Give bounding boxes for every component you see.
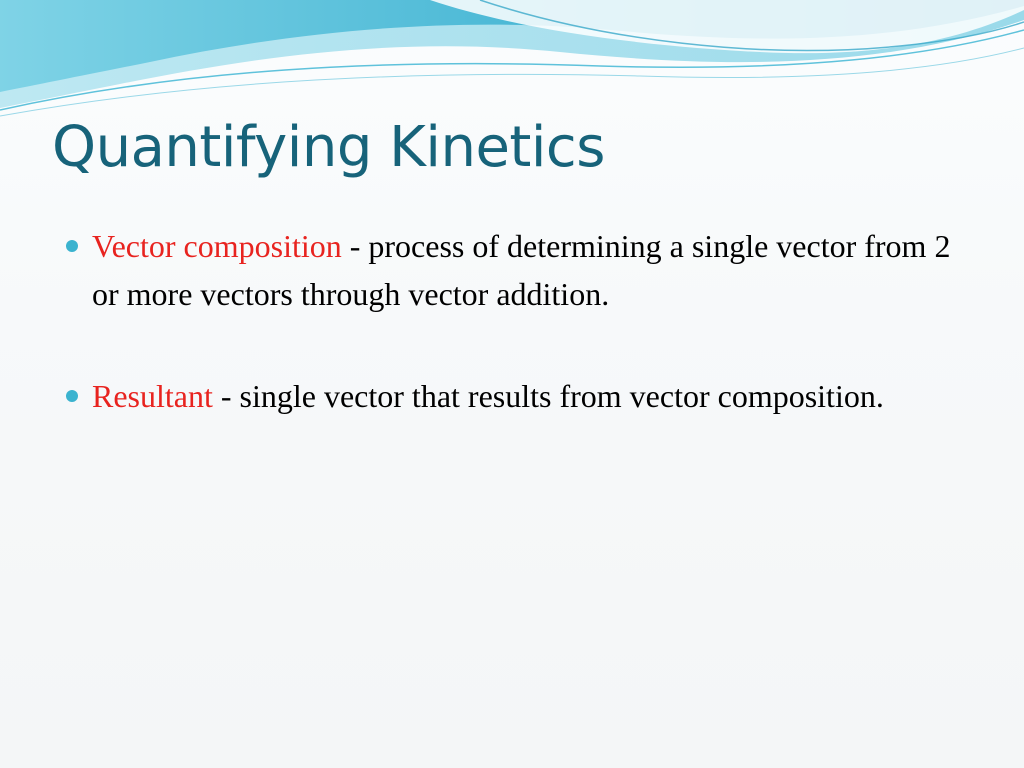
bullet-definition: - single vector that results from vector composition. [212, 378, 884, 414]
bullet-term: Resultant [92, 378, 213, 414]
bullet-definition: - process of determining a single vector from 2 or more vectors through vector addition. [92, 228, 951, 312]
bullet-list [60, 222, 980, 420]
bullet-dot-icon [66, 390, 78, 402]
bullet-item-resultant [60, 372, 980, 420]
slide-title: Quantifying Kinetics [52, 115, 605, 180]
bullet-term: Vector composition [92, 228, 342, 264]
bullet-dot-icon [66, 240, 78, 252]
bullet-item-vector-composition [60, 222, 980, 318]
